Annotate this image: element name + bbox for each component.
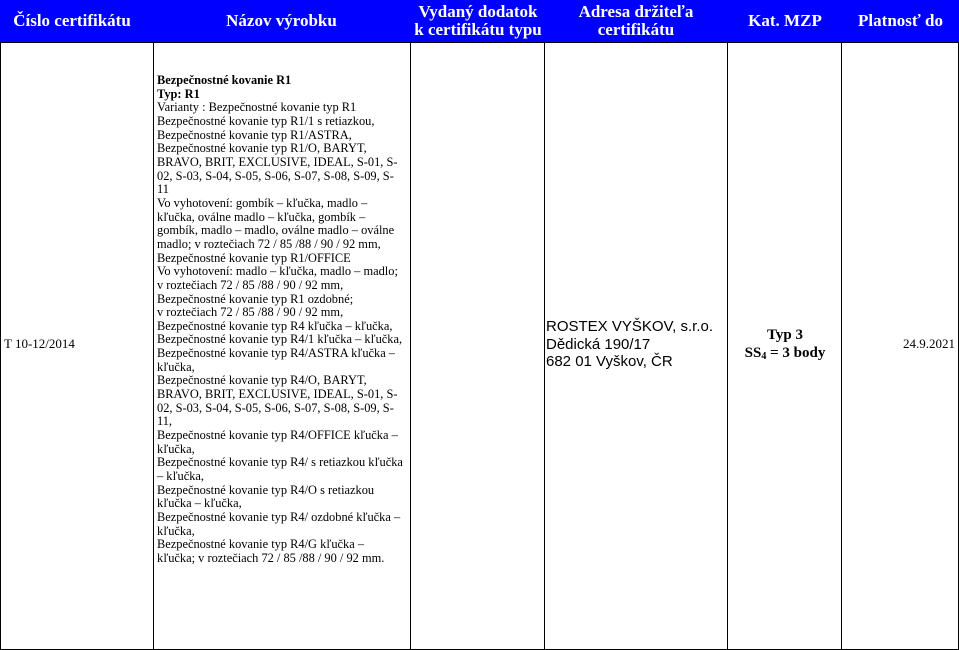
product-line: Vo vyhotovení: gombík – kľučka, madlo – — [157, 195, 368, 210]
ss-points: = 3 body — [766, 345, 826, 361]
product-line: Bezpečnostné kovanie typ R4/O s retiazkou — [157, 482, 375, 497]
header-appendix-line1: Vydaný dodatok — [418, 2, 538, 21]
product-line: madlo; v roztečiach 72 / 85 /88 / 90 / 92 mm, — [157, 236, 381, 251]
product-line: Bezpečnostné kovanie typ R1/O, BARYT, — [157, 141, 367, 156]
product-line: Varianty : Bezpečnostné kovanie typ R1 — [157, 100, 357, 115]
validity-date: 24.9.2021 — [903, 336, 955, 351]
col-divider — [544, 42, 545, 650]
product-line: kľučka, — [157, 441, 195, 456]
product-line: kľučka; v roztečiach 72 / 85 /88 / 90 / 92 mm. — [157, 550, 385, 565]
row-divider-top — [0, 42, 959, 43]
type-line: Typ 3 — [767, 327, 803, 343]
kat-mzp-value — [730, 326, 840, 366]
col-divider — [841, 42, 842, 650]
header-product-name: Názov výrobku — [226, 11, 337, 30]
address-line: 682 01 Vyškov, ČR — [546, 353, 673, 370]
product-line: 02, S-03, S-04, S-05, S-06, S-07, S-08, S-09, S- — [157, 168, 394, 183]
product-line: Bezpečnostné kovanie typ R1 ozdobné; — [157, 291, 354, 306]
product-line: Bezpečnostné kovanie typ R4/G kľučka – — [157, 537, 365, 552]
product-line: gombík, madlo – madlo, oválne madlo – oválne — [157, 223, 395, 238]
header-validity: Platnosť do — [858, 11, 943, 30]
product-title: Bezpečnostné kovanie R1 — [157, 73, 292, 87]
product-line: Bezpečnostné kovanie typ R4/ASTRA kľučka – — [157, 346, 396, 361]
product-line: Bezpečnostné kovanie typ R1/1 s retiazkou, — [157, 113, 375, 128]
product-line: Bezpečnostné kovanie typ R4 kľučka – kľučka, — [157, 318, 393, 333]
header-cert-number: Číslo certifikátu — [13, 11, 131, 30]
product-line: v roztečiach 72 / 85 /88 / 90 / 92 mm, — [157, 305, 344, 320]
product-line: Bezpečnostné kovanie typ R4/OFFICE kľučka – — [157, 428, 398, 443]
product-line: 02, S-03, S-04, S-05, S-06, S-07, S-08, S-09, S- — [157, 400, 394, 415]
product-line: Vo vyhotovení: madlo – kľučka, madlo – madlo; — [157, 264, 398, 279]
product-type: Typ: R1 — [157, 86, 200, 101]
product-line: BRAVO, BRIT, EXCLUSIVE, IDEAL, S-01, S- — [157, 387, 398, 402]
product-line: 11, — [157, 414, 173, 429]
cert-number: T 10-12/2014 — [4, 336, 75, 351]
col-divider — [727, 42, 728, 650]
holder-address — [546, 318, 726, 371]
address-line: Dědická 190/17 — [546, 335, 651, 353]
header-kat-mzp: Kat. MZP — [748, 11, 822, 30]
product-line: kľučka – kľučka, — [157, 496, 242, 511]
product-line: kľučka, oválne madlo – kľučka, gombík – — [157, 209, 366, 224]
product-line: Bezpečnostné kovanie typ R1/OFFICE — [157, 250, 351, 265]
ss-subscript: 4 — [761, 351, 767, 362]
product-line: Bezpečnostné kovanie typ R4/1 kľučka – kľučka, — [157, 332, 403, 347]
ss-label: SS — [744, 345, 762, 361]
product-line: Bezpečnostné kovanie typ R4/O, BARYT, — [157, 373, 367, 388]
product-line: kľučka, — [157, 359, 195, 374]
product-line: 11 — [157, 182, 169, 197]
header-appendix-line2: k certifikátu typu — [414, 20, 542, 39]
product-line: v roztečiach 72 / 85 /88 / 90 / 92 mm, — [157, 277, 344, 292]
product-line: – kľučka, — [157, 469, 205, 484]
product-description — [157, 74, 409, 566]
product-line: BRAVO, BRIT, EXCLUSIVE, IDEAL, S-01, S- — [157, 154, 398, 169]
col-divider — [0, 42, 1, 650]
product-line: Bezpečnostné kovanie typ R4/ s retiazkou kľučka — [157, 455, 403, 470]
product-lines — [157, 101, 409, 565]
address-line: ROSTEX VYŠKOV, s.r.o. — [546, 318, 714, 335]
col-divider — [410, 42, 411, 650]
header-holder-address: Adresa držiteľa certifikátu — [578, 2, 694, 39]
product-line: Bezpečnostné kovanie typ R4/ ozdobné kľučka – — [157, 510, 401, 524]
product-line: kľučka, — [157, 523, 195, 538]
ss-line — [730, 344, 840, 366]
product-line: Bezpečnostné kovanie typ R1/ASTRA, — [157, 127, 352, 142]
